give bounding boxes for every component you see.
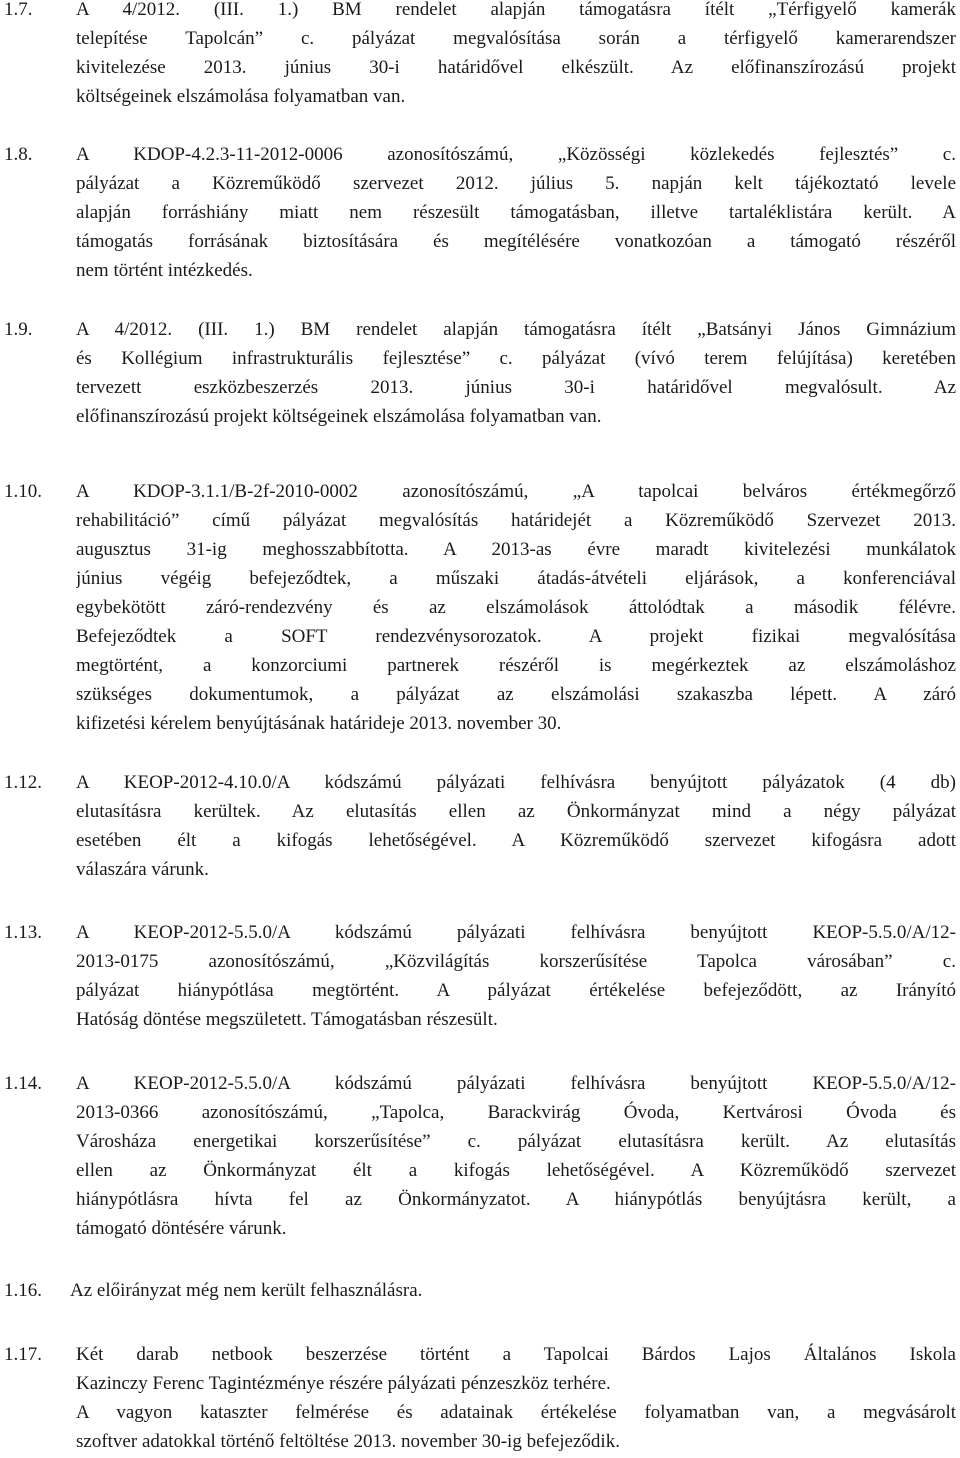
text-line: megtörtént, a konzorciumi partnerek részéről is megérkeztek az elszámoláshoz: [76, 655, 956, 676]
text-line: kivitelezése 2013. június 30-i határidővel elkészült. Az előfinanszírozású projekt: [76, 57, 956, 78]
text-line: 2013-0366 azonosítószámú, „Tapolca, Barackvirág Óvoda, Kertvárosi Óvoda és: [76, 1102, 956, 1123]
text-line: A KDOP-4.2.3-11-2012-0006 azonosítószámú, „Közösségi közlekedés fejlesztés” c.: [76, 144, 956, 165]
text-line: kifizetési kérelem benyújtásának határideje 2013. november 30.: [76, 713, 562, 734]
text-line: ellen az Önkormányzat élt a kifogás lehetőségével. A Közreműködő szervezet: [76, 1160, 956, 1181]
text-line: pályázat hiánypótlása megtörtént. A pályázat értékelése befejeződött, az Irányító: [76, 980, 956, 1001]
text-line: Befejeződtek a SOFT rendezvénysorozatok. A projekt fizikai megvalósítása: [76, 626, 956, 647]
text-line: hiánypótlásra hívta fel az Önkormányzatot. A hiánypótlás benyújtásra került, a: [76, 1189, 956, 1210]
text-line: telepítése Tapolcán” c. pályázat megvalósítása során a térfigyelő kamerarendszer: [76, 28, 956, 49]
text-line: A KDOP-3.1.1/B-2f-2010-0002 azonosítószámú, „A tapolcai belváros értékmegőrző: [76, 481, 956, 502]
text-line: és Kollégium infrastrukturális fejlesztése” c. pályázat (vívó terem felújítása) keretében: [76, 348, 956, 369]
text-line: A 4/2012. (III. 1.) BM rendelet alapján támogatásra ítélt „Térfigyelő kamerák: [76, 0, 956, 20]
text-line: tervezett eszközbeszerzés 2013. június 30-i határidővel megvalósult. Az: [76, 377, 956, 398]
text-line: előfinanszírozású projekt költségeinek elszámolása folyamatban van.: [76, 406, 602, 427]
text-line: A vagyon kataszter felmérése és adatainak értékelése folyamatban van, a megvásárolt: [76, 1402, 956, 1423]
text-line: augusztus 31-ig meghosszabbította. A 2013-as évre maradt kivitelezési munkálatok: [76, 539, 956, 560]
item-number: 1.10.: [4, 481, 42, 502]
text-line: Az előirányzat még nem került felhasználásra.: [70, 1280, 423, 1301]
item-number: 1.12.: [4, 772, 42, 793]
text-line: válaszára várunk.: [76, 859, 209, 880]
text-line: támogató döntésére várunk.: [76, 1218, 287, 1239]
item-number: 1.9.: [4, 319, 33, 340]
text-line: A KEOP-2012-5.5.0/A kódszámú pályázati felhívásra benyújtott KEOP-5.5.0/A/12-: [76, 922, 956, 943]
text-line: Városháza energetikai korszerűsítése” c. pályázat elutasításra került. Az elutasítás: [76, 1131, 956, 1152]
text-line: Hatóság döntése megszületett. Támogatásban részesült.: [76, 1009, 498, 1030]
item-number: 1.16.: [4, 1280, 42, 1301]
text-line: Kazinczy Ferenc Tagintézménye részére pályázati pénzeszköz terhére.: [76, 1373, 611, 1394]
text-line: támogatás forrásának biztosítására és megítélésére vonatkozóan a támogató részéről: [76, 231, 956, 252]
text-line: Két darab netbook beszerzése történt a Tapolcai Bárdos Lajos Általános Iskola: [76, 1344, 956, 1365]
text-line: június végéig befejeződtek, a műszaki átadás-átvételi eljárások, a konferenciával: [76, 568, 956, 589]
item-number: 1.14.: [4, 1073, 42, 1094]
text-line: egybekötött záró-rendezvény és az elszámolások áttolódtak a második félévre.: [76, 597, 956, 618]
text-line: elutasításra kerültek. Az elutasítás ellen az Önkormányzat mind a négy pályázat: [76, 801, 956, 822]
text-line: szoftver adatokkal történő feltöltése 2013. november 30-ig befejeződik.: [76, 1431, 620, 1452]
item-number: 1.13.: [4, 922, 42, 943]
text-line: A KEOP-2012-4.10.0/A kódszámú pályázati felhívásra benyújtott pályázatok (4 db): [76, 772, 956, 793]
text-line: szükséges dokumentumok, a pályázat az elszámolási szakaszba lépett. A záró: [76, 684, 956, 705]
text-line: rehabilitáció” című pályázat megvalósítás határidejét a Közreműködő Szervezet 2013.: [76, 510, 956, 531]
text-line: nem történt intézkedés.: [76, 260, 253, 281]
text-line: költségeinek elszámolása folyamatban van.: [76, 86, 406, 107]
text-line: A KEOP-2012-5.5.0/A kódszámú pályázati felhívásra benyújtott KEOP-5.5.0/A/12-: [76, 1073, 956, 1094]
item-number: 1.7.: [4, 0, 33, 20]
text-line: esetében élt a kifogás lehetőségével. A Közreműködő szervezet kifogásra adott: [76, 830, 956, 851]
text-line: alapján forráshiány miatt nem részesült támogatásban, illetve tartaléklistára került. A: [76, 202, 956, 223]
text-line: 2013-0175 azonosítószámú, „Közvilágítás korszerűsítése Tapolca városában” c.: [76, 951, 956, 972]
item-number: 1.17.: [4, 1344, 42, 1365]
item-number: 1.8.: [4, 144, 33, 165]
text-line: A 4/2012. (III. 1.) BM rendelet alapján támogatásra ítélt „Batsányi János Gimnázium: [76, 319, 956, 340]
text-line: pályázat a Közreműködő szervezet 2012. július 5. napján kelt tájékoztató levele: [76, 173, 956, 194]
